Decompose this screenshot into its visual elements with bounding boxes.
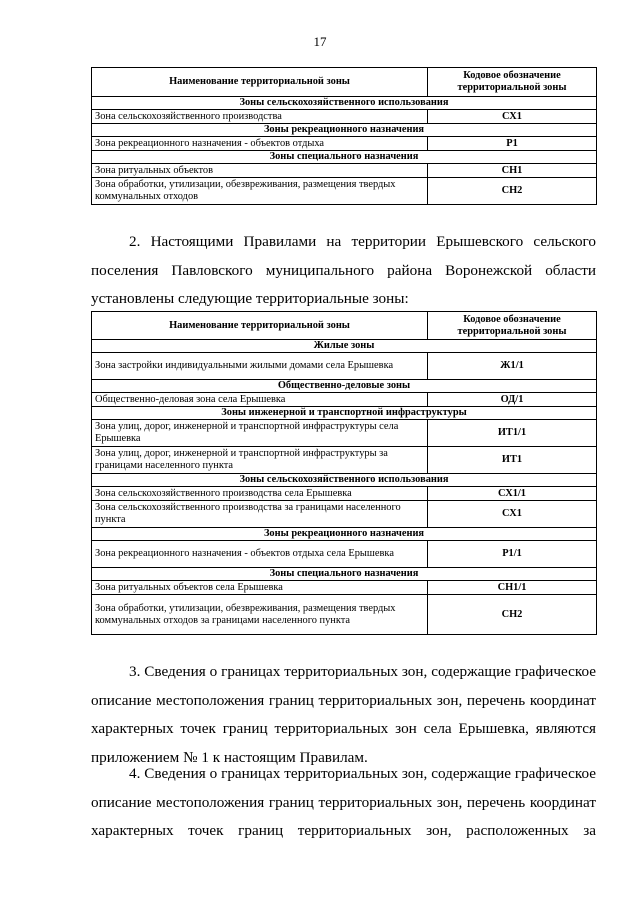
group-row [92,151,597,164]
group-cell: Зоны рекреационного назначения [92,124,597,137]
zones-table-1 [91,67,597,205]
table-row [92,353,597,380]
zone-name-cell: Зона рекреационного назначения - объектов отдыха села Ерышевка [92,541,428,568]
paragraph-line: поселения Павловского муниципального района Воронежской области [91,261,596,279]
page-number: 17 [313,34,327,49]
group-row [92,340,597,353]
table-row [92,420,597,447]
group-row [92,407,597,420]
zone-code-cell: Ж1/1 [428,353,597,380]
group-row [92,124,597,137]
table-header-row [92,68,597,97]
zone-name-cell: Общественно-деловая зона села Ерышевка [92,393,428,407]
zone-code-cell: СН2 [428,595,597,635]
paragraph-line: характерных точек границ территориальных зон, расположенных за [91,822,596,840]
group-cell: Зоны рекреационного назначения [92,528,597,541]
zone-name-cell: Зона сельскохозяйственного производства за границами населенного пункта [92,501,428,528]
zone-name-cell: Зона сельскохозяйственного производства [92,110,428,124]
zone-code-cell: ИТ1/1 [428,420,597,447]
paragraph-line: описание местоположения границ территориальных зон, перечень координат [91,691,596,709]
table-row [92,393,597,407]
table-row [92,581,597,595]
zone-name-cell: Зона обработки, утилизации, обезвреживания, размещения твердых коммунальных отходов за границами населенного пункта [92,595,428,635]
table-row [92,447,597,474]
zone-name-cell: Зона сельскохозяйственного производства села Ерышевка [92,487,428,501]
zone-code-cell: СХ1 [428,110,597,124]
group-row [92,528,597,541]
paragraph-line: 2. Настоящими Правилами на территории Ерышевского сельского [129,233,596,250]
header-code-cell: Кодовое обозначение территориальной зоны [428,68,597,97]
table-header-row [92,312,597,340]
group-cell: Зоны сельскохозяйственного использования [92,474,597,487]
zone-code-cell: СН2 [428,178,597,205]
group-row [92,97,597,110]
zone-code-cell: СН1/1 [428,581,597,595]
table-row [92,501,597,528]
group-row [92,380,597,393]
zones-table-2 [91,311,597,635]
zone-name-cell: Зона обработки, утилизации, обезвреживания, размещения твердых коммунальных отходов [92,178,428,205]
zone-code-cell: СХ1 [428,501,597,528]
table-row [92,541,597,568]
paragraph-line: характерных точек границ территориальных зон села Ерышевка, являются [91,720,596,738]
zone-code-cell: СХ1/1 [428,487,597,501]
zone-name-cell: Зона улиц, дорог, инженерной и транспортной инфраструктуры села Ерышевка [92,420,428,447]
paragraph-line: 3. Сведения о границах территориальных зон, содержащие графическое [129,663,596,680]
table-row [92,110,597,124]
group-cell: Общественно-деловые зоны [92,380,597,393]
zone-code-cell: Р1/1 [428,541,597,568]
table-row [92,164,597,178]
zone-name-cell: Зона улиц, дорог, инженерной и транспортной инфраструктуры за границами населенного пункта [92,447,428,474]
paragraph-line: описание местоположения границ территориальных зон, перечень координат [91,793,596,811]
header-name-cell: Наименование территориальной зоны [92,312,428,340]
table-row [92,595,597,635]
zone-code-cell: ИТ1 [428,447,597,474]
group-cell: Зоны инженерной и транспортной инфраструктуры [92,407,597,420]
paragraph-4 [91,760,596,846]
zone-code-cell: ОД/1 [428,393,597,407]
table-row [92,137,597,151]
zone-name-cell: Зона ритуальных объектов села Ерышевка [92,581,428,595]
paragraph-line: приложением № 1 к настоящим Правилам. [91,748,368,766]
group-cell: Зоны специального назначения [92,568,597,581]
group-cell: Зоны сельскохозяйственного использования [92,97,597,110]
group-row [92,568,597,581]
table-row [92,178,597,205]
group-cell: Жилые зоны [92,340,597,353]
paragraph-line: установлены следующие территориальные зоны: [91,290,409,308]
zone-code-cell: СН1 [428,164,597,178]
header-name-cell: Наименование территориальной зоны [92,68,428,97]
group-row [92,474,597,487]
paragraph-3 [91,658,596,772]
zone-name-cell: Зона ритуальных объектов [92,164,428,178]
group-cell: Зоны специального назначения [92,151,597,164]
paragraph-line: 4. Сведения о границах территориальных зон, содержащие графическое [129,765,596,782]
zone-code-cell: Р1 [428,137,597,151]
paragraph-2 [91,228,596,314]
table-row [92,487,597,501]
header-code-cell: Кодовое обозначение территориальной зоны [428,312,597,340]
zone-name-cell: Зона застройки индивидуальными жилыми домами села Ерышевка [92,353,428,380]
zone-name-cell: Зона рекреационного назначения - объектов отдыха [92,137,428,151]
